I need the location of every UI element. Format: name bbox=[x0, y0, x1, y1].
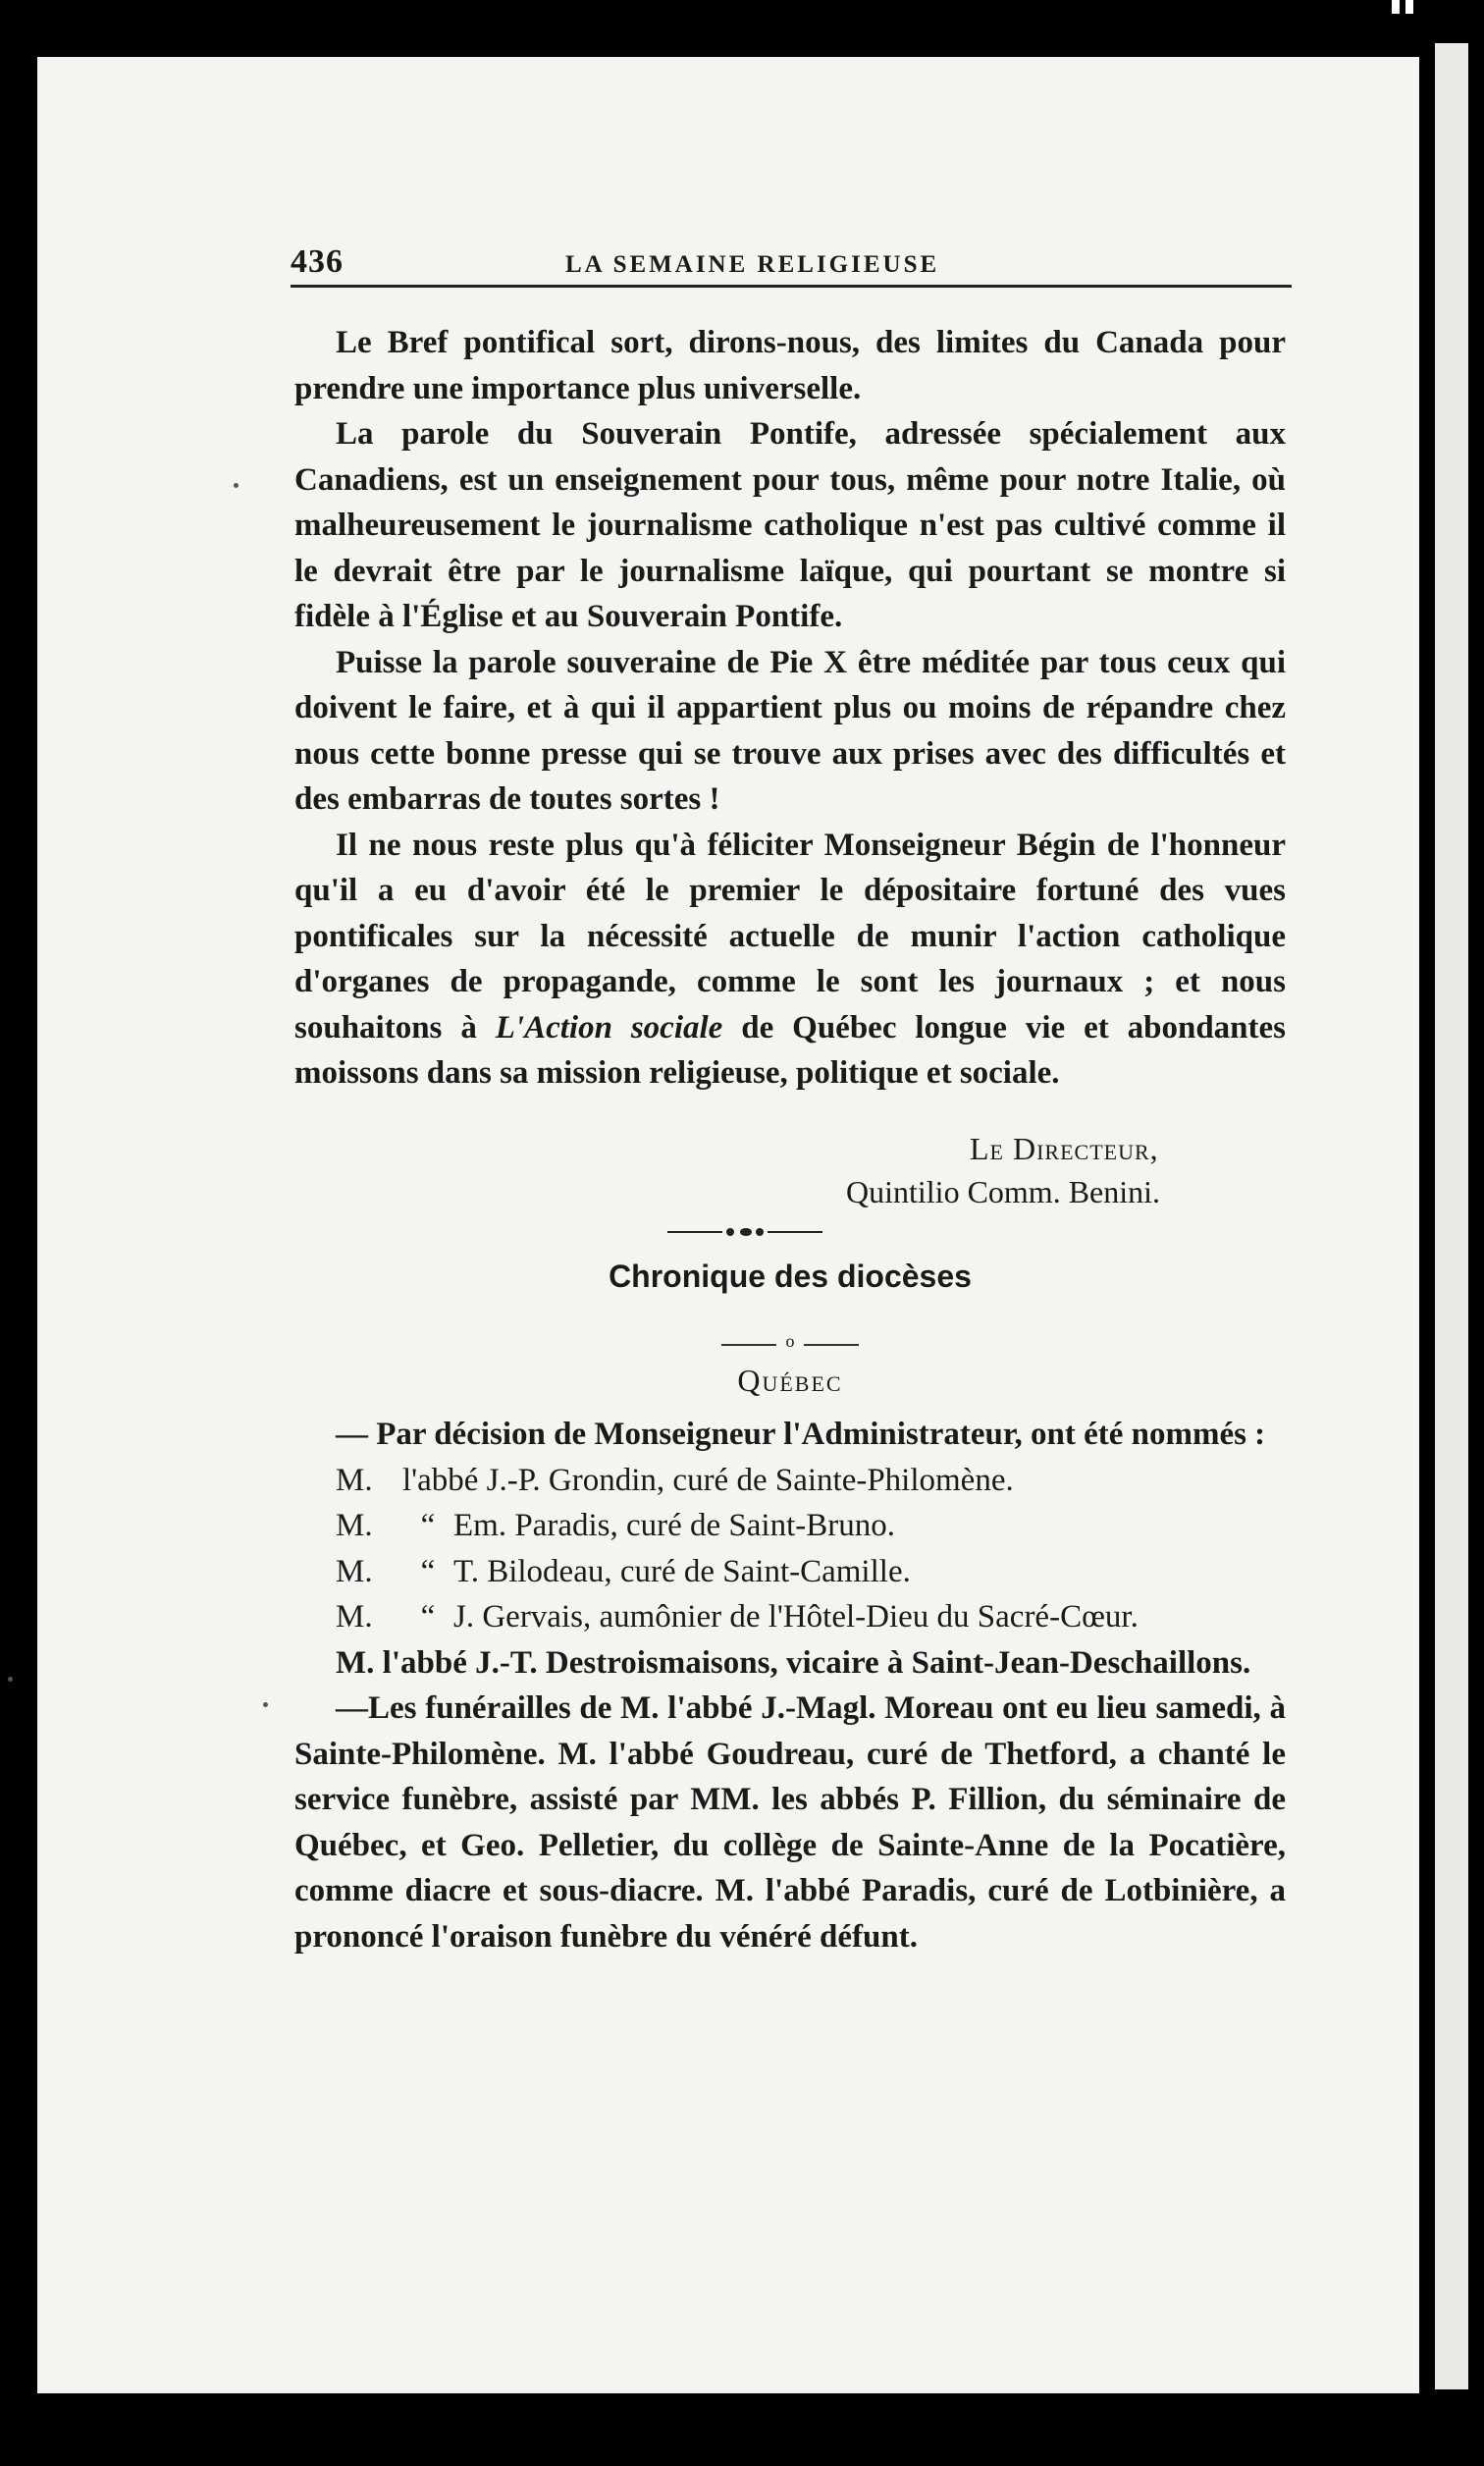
letter-paragraph: Le Bref pontifical sort, dirons-nous, des limites du Canada pour prendre une importance plus universelle. bbox=[294, 325, 1286, 406]
newspaper-title: L'Action sociale bbox=[495, 1009, 723, 1045]
letter-paragraph: La parole du Souverain Pontife, adressée spécialement aux Canadiens, est un enseignement pour tous, même pour notre Italie, où malheureusement le journalisme catholique n'est pas cultivé comme il le devrait être par le journalisme laïque, qui pourtant se montre si fidèle à l'Église et au Souverain Pontife. bbox=[294, 416, 1286, 634]
letter-paragraph: Puisse la parole souveraine de Pie X être méditée par tous ceux qui doivent le faire, et à qui il appartient plus ou moins de répandre chez nous cette bonne presse qui se trouve aux prises avec des difficultés et des embarras de toutes sortes ! bbox=[294, 644, 1286, 817]
separator-mark: o bbox=[785, 1331, 795, 1351]
section-separator bbox=[721, 1331, 859, 1351]
facing-page-edge bbox=[1435, 43, 1468, 2389]
signature-name: Quintilio Comm. Benini. bbox=[846, 1174, 1161, 1209]
appointment-line: M. “ T. Bilodeau, curé de Saint-Camille. bbox=[336, 1553, 911, 1589]
appointment-line: M. l'abbé J.-T. Destroismaisons, vicaire à Saint-Jean-Deschaillons. bbox=[336, 1644, 1251, 1681]
letter-text: de Québec longue vie et abondantes moissons dans sa mission religieuse, politique et sociale. bbox=[294, 1009, 1287, 1091]
page-number: 436 bbox=[291, 243, 344, 280]
scan-speck bbox=[8, 1677, 13, 1682]
appointment-line: M. l'abbé J.-P. Grondin, curé de Sainte-Philomène. bbox=[336, 1462, 1014, 1498]
signature-title-text: Le Directeur, bbox=[970, 1131, 1159, 1166]
running-title: LA SEMAINE RELIGIEUSE bbox=[565, 251, 940, 278]
letter-paragraph-final bbox=[294, 823, 1286, 1097]
scan-speck bbox=[234, 483, 238, 488]
scan-corner-mark bbox=[1392, 0, 1400, 14]
appointment-line: M. “ Em. Paradis, curé de Saint-Bruno. bbox=[336, 1508, 895, 1543]
appointment-line: M. “ J. Gervais, aumônier de l'Hôtel-Dieu du Sacré-Cœur. bbox=[336, 1599, 1139, 1635]
section-title: Chronique des diocèses bbox=[609, 1259, 972, 1294]
signature-title bbox=[970, 1127, 1159, 1170]
chronicle-intro: — Par décision de Monseigneur l'Administrateur, ont été nommés : bbox=[336, 1417, 1266, 1452]
funeral-paragraph: —Les funérailles de M. l'abbé J.-Magl. Moreau ont eu lieu samedi, à Sainte-Philomène. M. l'abbé Goudreau, curé de Thetford, a chanté le service funèbre, assisté par MM. les abbés P. Fillion, du séminaire de Québec, et Geo. Pelletier, du collège de Sainte-Anne de la Pocatière, comme diacre et sous-diacre. M. l'abbé Paradis, curé de Lotbinière, a prononcé l'oraison funèbre du vénéré défunt. bbox=[294, 1690, 1286, 1955]
letter-text: Il ne nous reste plus qu'à féliciter Monseigneur Bégin de l'honneur qu'il a eu d'avoir été le premier le dépositaire fortuné des vues pontificales sur la nécessité actuelle de munir l'action catholique d'organes de propagande, comme le sont les journaux ; et nous souhaitons à bbox=[294, 827, 1286, 1045]
letter-body bbox=[294, 320, 1286, 1097]
region-heading: Québec bbox=[737, 1363, 843, 1398]
scan-speck bbox=[263, 1702, 268, 1707]
scan-corner-mark bbox=[1405, 0, 1413, 14]
running-head bbox=[291, 243, 1292, 288]
chronicle-body bbox=[294, 1412, 1286, 1959]
section-ornament bbox=[667, 1225, 824, 1239]
